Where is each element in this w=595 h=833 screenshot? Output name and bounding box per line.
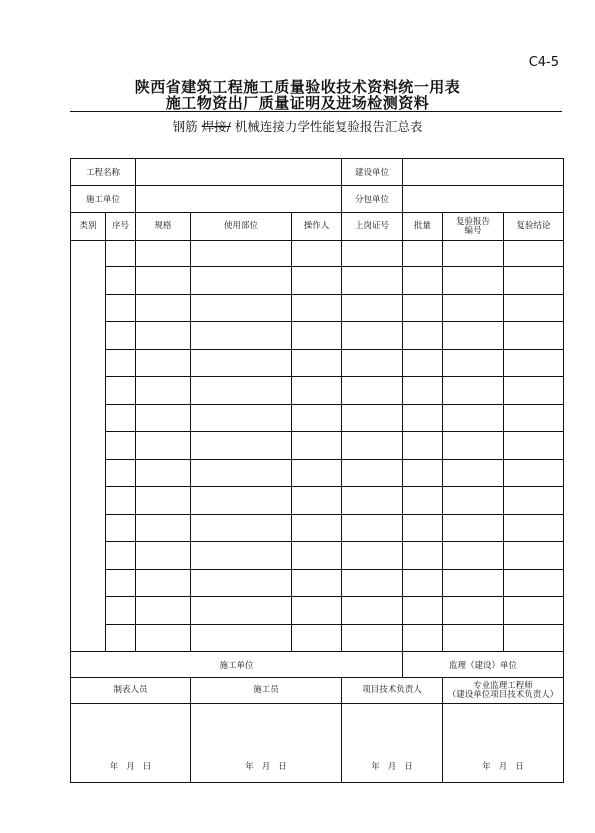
seq-cell[interactable] <box>106 377 136 405</box>
date-year: 年 <box>482 762 491 772</box>
table-row <box>71 597 564 625</box>
operator-cell[interactable] <box>292 294 342 322</box>
cert-no-cell[interactable] <box>342 569 403 597</box>
table-row <box>71 241 564 267</box>
table-row <box>71 459 564 487</box>
usage-cell[interactable] <box>191 542 292 570</box>
tech-lead-sign-cell[interactable] <box>342 704 443 783</box>
operator-cell[interactable] <box>292 322 342 350</box>
cert-no-cell[interactable] <box>342 459 403 487</box>
spec-cell[interactable] <box>136 349 191 377</box>
batch-cell[interactable] <box>403 377 443 405</box>
operator-cell[interactable] <box>292 404 342 432</box>
conclusion-cell[interactable] <box>504 377 564 405</box>
batch-cell[interactable] <box>403 542 443 570</box>
spec-cell[interactable] <box>136 487 191 515</box>
operator-cell[interactable] <box>292 624 342 652</box>
engineer-label-line2: （建设单位项目技术负责人） <box>447 689 559 700</box>
form-code: C4-5 <box>528 55 559 70</box>
seq-cell[interactable] <box>106 322 136 350</box>
date-day: 日 <box>278 762 287 772</box>
usage-cell[interactable] <box>191 459 292 487</box>
conclusion-cell[interactable] <box>504 459 564 487</box>
cert-no-cell[interactable] <box>342 267 403 295</box>
col-header-usage: 使用部位 <box>191 213 292 241</box>
report-no-cell[interactable] <box>443 459 504 487</box>
report-no-cell[interactable] <box>443 597 504 625</box>
usage-cell[interactable] <box>191 597 292 625</box>
report-no-cell[interactable] <box>443 569 504 597</box>
cert-no-cell[interactable] <box>342 514 403 542</box>
date-year: 年 <box>371 762 380 772</box>
operator-cell[interactable] <box>292 377 342 405</box>
table-row <box>71 404 564 432</box>
spec-cell[interactable] <box>136 459 191 487</box>
seq-cell[interactable] <box>106 294 136 322</box>
preparer-label: 制表人员 <box>71 678 191 704</box>
report-no-cell[interactable] <box>443 487 504 515</box>
engineer-label-line1: 专业监理工程师 <box>473 680 533 691</box>
builder-unit-label: 建设单位 <box>342 159 403 186</box>
table-row <box>71 349 564 377</box>
operator-cell[interactable] <box>292 597 342 625</box>
cert-no-cell[interactable] <box>342 597 403 625</box>
seq-cell[interactable] <box>106 267 136 295</box>
title-divider <box>70 111 562 112</box>
builder-unit-field[interactable] <box>403 159 564 186</box>
operator-cell[interactable] <box>292 459 342 487</box>
spec-cell[interactable] <box>136 432 191 460</box>
builder-label: 施工员 <box>191 678 342 704</box>
table-row <box>71 294 564 322</box>
batch-cell[interactable] <box>403 404 443 432</box>
seq-cell[interactable] <box>106 514 136 542</box>
operator-cell[interactable] <box>292 241 342 267</box>
date-year: 年 <box>109 762 119 772</box>
col-header-operator: 操作人 <box>292 213 342 241</box>
subtitle-part2: 机械连接力学性能复验报告汇总表 <box>234 119 423 134</box>
table-row <box>71 487 564 515</box>
date-month: 月 <box>126 762 135 772</box>
conclusion-cell[interactable] <box>504 624 564 652</box>
form-title-line1: 陕西省建筑工程施工质量验收技术资料统一用表 <box>134 78 461 96</box>
report-no-cell[interactable] <box>443 624 504 652</box>
date-year: 年 <box>245 762 254 772</box>
operator-cell[interactable] <box>292 542 342 570</box>
report-no-cell[interactable] <box>443 514 504 542</box>
category-cell[interactable] <box>71 241 106 652</box>
usage-cell[interactable] <box>191 404 292 432</box>
engineer-sign-cell[interactable] <box>443 704 564 783</box>
cert-no-cell[interactable] <box>342 487 403 515</box>
usage-cell[interactable] <box>191 349 292 377</box>
batch-cell[interactable] <box>403 624 443 652</box>
usage-cell[interactable] <box>191 241 292 267</box>
batch-cell[interactable] <box>403 322 443 350</box>
operator-cell[interactable] <box>292 514 342 542</box>
conclusion-cell[interactable] <box>504 569 564 597</box>
operator-cell[interactable] <box>292 569 342 597</box>
subcontract-unit-field[interactable] <box>403 186 564 213</box>
subtitle-struck-text: 焊接/ <box>201 119 231 134</box>
conclusion-cell[interactable] <box>504 487 564 515</box>
usage-cell[interactable] <box>191 377 292 405</box>
cert-no-cell[interactable] <box>342 377 403 405</box>
batch-cell[interactable] <box>403 459 443 487</box>
col-header-category: 类别 <box>71 213 106 241</box>
preparer-sign-cell[interactable] <box>71 704 191 783</box>
form-subtitle <box>0 117 595 135</box>
usage-cell[interactable] <box>191 432 292 460</box>
report-no-line2: 编号 <box>464 225 482 236</box>
date-month: 月 <box>498 762 508 772</box>
report-no-cell[interactable] <box>443 349 504 377</box>
conclusion-cell[interactable] <box>504 542 564 570</box>
report-no-cell[interactable] <box>443 241 504 267</box>
date-day: 日 <box>142 762 152 772</box>
spec-cell[interactable] <box>136 294 191 322</box>
builder-sign-cell[interactable] <box>191 704 342 783</box>
conclusion-cell[interactable] <box>504 404 564 432</box>
cert-no-cell[interactable] <box>342 624 403 652</box>
col-header-cert-no: 上岗证号 <box>342 213 403 241</box>
date-month: 月 <box>387 762 397 772</box>
seq-cell[interactable] <box>106 459 136 487</box>
cert-no-cell[interactable] <box>342 322 403 350</box>
conclusion-cell[interactable] <box>504 514 564 542</box>
seq-cell[interactable] <box>106 569 136 597</box>
spec-cell[interactable] <box>136 377 191 405</box>
summary-table <box>70 158 564 783</box>
col-header-conclusion: 复验结论 <box>504 213 564 241</box>
subcontract-unit-label: 分包单位 <box>342 186 403 213</box>
engineer-label <box>443 678 564 704</box>
batch-cell[interactable] <box>403 597 443 625</box>
table-row <box>71 569 564 597</box>
cert-no-cell[interactable] <box>342 349 403 377</box>
operator-cell[interactable] <box>292 487 342 515</box>
seq-cell[interactable] <box>106 597 136 625</box>
report-no-cell[interactable] <box>443 432 504 460</box>
cert-no-cell[interactable] <box>342 294 403 322</box>
seq-cell[interactable] <box>106 542 136 570</box>
conclusion-cell[interactable] <box>504 597 564 625</box>
spec-cell[interactable] <box>136 404 191 432</box>
operator-cell[interactable] <box>292 349 342 377</box>
usage-cell[interactable] <box>191 624 292 652</box>
subtitle-part1: 钢筋 <box>172 119 198 134</box>
table-row <box>71 322 564 350</box>
conclusion-cell[interactable] <box>504 241 564 267</box>
batch-cell[interactable] <box>403 241 443 267</box>
cert-no-cell[interactable] <box>342 542 403 570</box>
table-row <box>71 377 564 405</box>
conclusion-cell[interactable] <box>504 322 564 350</box>
project-name-field[interactable] <box>136 159 342 186</box>
spec-cell[interactable] <box>136 569 191 597</box>
batch-cell[interactable] <box>403 569 443 597</box>
batch-cell[interactable] <box>403 294 443 322</box>
report-no-cell[interactable] <box>443 377 504 405</box>
seq-cell[interactable] <box>106 624 136 652</box>
table-row <box>71 432 564 460</box>
seq-cell[interactable] <box>106 404 136 432</box>
batch-cell[interactable] <box>403 432 443 460</box>
table-row <box>71 267 564 295</box>
conclusion-cell[interactable] <box>504 267 564 295</box>
form-title-line2: 施工物资出厂质量证明及进场检测资料 <box>165 94 430 112</box>
conclusion-cell[interactable] <box>504 432 564 460</box>
date-day: 日 <box>515 762 524 772</box>
construction-unit-label: 施工单位 <box>71 186 136 213</box>
operator-cell[interactable] <box>292 267 342 295</box>
cert-no-cell[interactable] <box>342 432 403 460</box>
spec-cell[interactable] <box>136 322 191 350</box>
project-name-label: 工程名称 <box>71 159 136 186</box>
table-row <box>71 624 564 652</box>
usage-cell[interactable] <box>191 569 292 597</box>
col-header-seq: 序号 <box>106 213 136 241</box>
batch-cell[interactable] <box>403 514 443 542</box>
seq-cell[interactable] <box>106 349 136 377</box>
spec-cell[interactable] <box>136 241 191 267</box>
cert-no-cell[interactable] <box>342 241 403 267</box>
seq-cell[interactable] <box>106 432 136 460</box>
spec-cell[interactable] <box>136 597 191 625</box>
construction-unit-field[interactable] <box>136 186 342 213</box>
col-header-batch: 批量 <box>403 213 443 241</box>
usage-cell[interactable] <box>191 322 292 350</box>
col-header-spec: 规格 <box>136 213 191 241</box>
report-no-line1: 复验报告 <box>456 216 491 227</box>
spec-cell[interactable] <box>136 542 191 570</box>
usage-cell[interactable] <box>191 267 292 295</box>
spec-cell[interactable] <box>136 624 191 652</box>
spec-cell[interactable] <box>136 514 191 542</box>
date-month: 月 <box>261 762 271 772</box>
construction-unit-sign-header: 施工单位 <box>71 652 403 678</box>
table-row <box>71 542 564 570</box>
conclusion-cell[interactable] <box>504 349 564 377</box>
table-row <box>71 514 564 542</box>
usage-cell[interactable] <box>191 487 292 515</box>
col-header-report-no <box>443 213 504 241</box>
batch-cell[interactable] <box>403 487 443 515</box>
spec-cell[interactable] <box>136 267 191 295</box>
seq-cell[interactable] <box>106 241 136 267</box>
date-day: 日 <box>404 762 413 772</box>
usage-cell[interactable] <box>191 514 292 542</box>
tech-lead-label: 项目技术负责人 <box>342 678 443 704</box>
operator-cell[interactable] <box>292 432 342 460</box>
conclusion-cell[interactable] <box>504 294 564 322</box>
report-no-cell[interactable] <box>443 404 504 432</box>
report-no-cell[interactable] <box>443 267 504 295</box>
batch-cell[interactable] <box>403 349 443 377</box>
cert-no-cell[interactable] <box>342 404 403 432</box>
batch-cell[interactable] <box>403 267 443 295</box>
report-no-cell[interactable] <box>443 322 504 350</box>
seq-cell[interactable] <box>106 487 136 515</box>
supervision-unit-sign-header: 监理（建设）单位 <box>403 652 564 678</box>
report-no-cell[interactable] <box>443 542 504 570</box>
report-no-cell[interactable] <box>443 294 504 322</box>
usage-cell[interactable] <box>191 294 292 322</box>
